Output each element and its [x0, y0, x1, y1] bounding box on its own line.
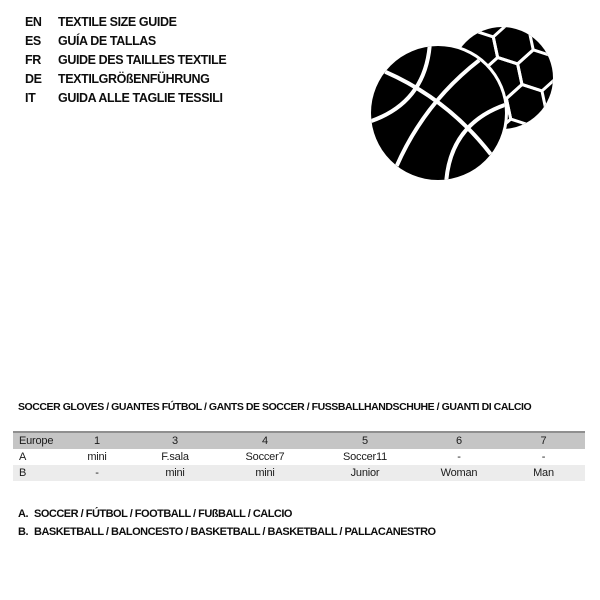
cell: Woman	[440, 467, 478, 479]
cell: Junior	[350, 467, 380, 479]
col-header-3: 3	[172, 435, 178, 447]
cell: -	[541, 451, 546, 463]
lang-label: GUIDA ALLE TAGLIE TESSILI	[58, 91, 223, 105]
footnote-text: BASKETBALL / BALONCESTO / BASKETBALL / BASKETBALL / PALLACANESTRO	[34, 526, 436, 538]
cell: -	[95, 467, 99, 479]
col-header-1: 1	[94, 435, 100, 447]
table-row-a	[13, 449, 585, 465]
size-table	[13, 431, 585, 481]
footnotes	[18, 505, 436, 541]
cell: mini	[165, 467, 185, 479]
lang-code: DE	[25, 72, 42, 86]
footnote-label: B.	[18, 526, 28, 538]
col-header-5: 5	[362, 435, 368, 447]
lang-row-it	[25, 89, 226, 108]
lang-row-fr	[25, 51, 226, 70]
footnote-label: A.	[18, 508, 28, 520]
lang-code: EN	[25, 15, 42, 29]
footnote-a	[18, 505, 436, 523]
lang-row-es	[25, 32, 226, 51]
cell: F.sala	[161, 451, 189, 463]
footnote-b	[18, 523, 436, 541]
col-header-4: 4	[262, 435, 268, 447]
row-label: A	[19, 451, 27, 463]
cell: Man	[533, 467, 554, 479]
size-table-title: SOCCER GLOVES / GUANTES FÚTBOL / GANTS DE SOCCER / FUSSBALLHANDSCHUHE / GUANTI DI CALCIO	[18, 401, 532, 413]
lang-code: IT	[25, 91, 36, 105]
lang-label: TEXTILE SIZE GUIDE	[58, 15, 177, 29]
cell: Soccer7	[245, 451, 285, 463]
cell: Soccer11	[342, 451, 388, 463]
col-header-7: 7	[540, 435, 547, 447]
size-table-header-row	[13, 432, 585, 449]
lang-row-en	[25, 13, 226, 32]
lang-label: GUÍA DE TALLAS	[58, 34, 156, 48]
language-title-list	[25, 13, 226, 108]
table-row-b	[13, 465, 585, 481]
lang-code: ES	[25, 34, 41, 48]
lang-row-de	[25, 70, 226, 89]
row-label: B	[19, 467, 27, 479]
col-header-6: 6	[456, 435, 462, 447]
col-header-europe: Europe	[19, 435, 54, 447]
lang-label: GUIDE DES TAILLES TEXTILE	[58, 53, 227, 67]
lang-code: FR	[25, 53, 41, 67]
lang-label: TEXTILGRÖßENFÜHRUNG	[58, 72, 210, 86]
basketball-and-soccer-ball-icon	[363, 10, 558, 180]
cell: mini	[87, 451, 107, 463]
cell: mini	[255, 467, 275, 479]
footnote-text: SOCCER / FÚTBOL / FOOTBALL / FUßBALL / CALCIO	[34, 508, 292, 520]
cell: -	[457, 451, 461, 463]
